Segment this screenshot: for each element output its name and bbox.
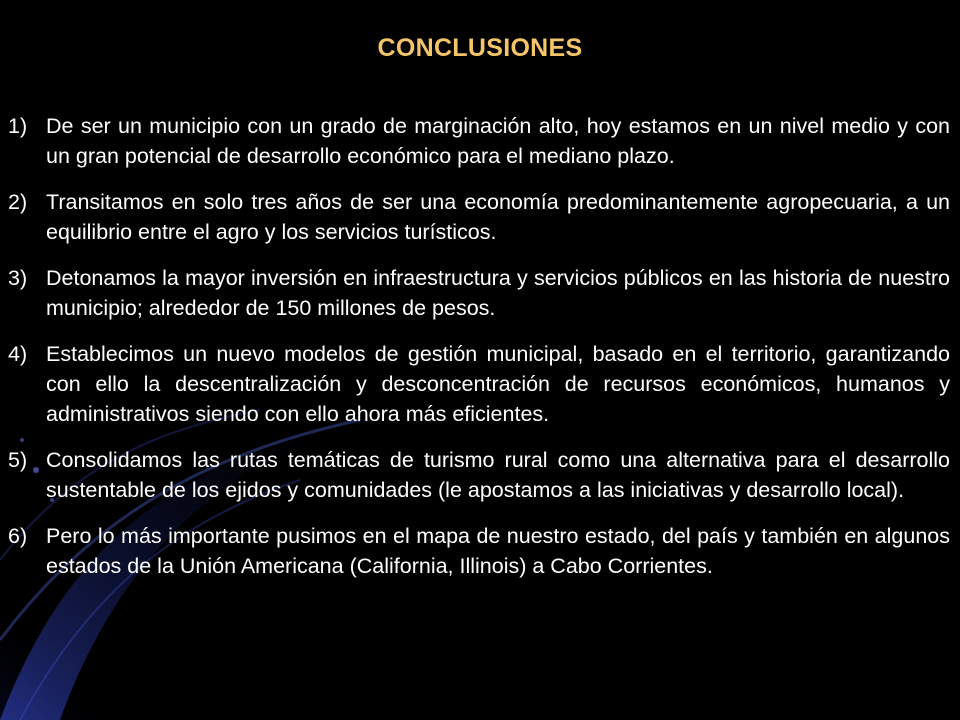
item-number: 4) [8,342,28,366]
item-number: 1) [8,114,28,138]
item-number: 2) [8,190,28,214]
item-text: Transitamos en solo tres años de ser una economía predominantemente agropecuaria, a un equilibrio entre el agro y los servicios turísticos. [46,190,950,244]
item-text: Establecimos un nuevo modelos de gestión municipal, basado en el territorio, garantizando con ello la descentralización y desconcentración de recursos económicos, humanos y administrativos siendo con ello ahora más eficientes. [46,342,950,426]
list-item [8,111,950,171]
item-number: 3) [8,266,28,290]
list-item [8,339,950,429]
slide-title: CONCLUSIONES [377,34,583,62]
list-item [8,187,950,247]
list-item [8,445,950,505]
item-text: Pero lo más importante pusimos en el mapa de nuestro estado, del país y también en algunos estados de la Unión Americana (California, Illinois) a Cabo Corrientes. [46,524,950,578]
item-number: 5) [8,448,28,472]
item-text: Detonamos la mayor inversión en infraestructura y servicios públicos en las historia de nuestro municipio; alrededor de 150 millones de pesos. [46,266,950,320]
item-text: Consolidamos las rutas temáticas de turismo rural como una alternativa para el desarrollo sustentable de los ejidos y comunidades (le apostamos a las iniciativas y desarrollo local). [46,448,950,502]
list-item [8,263,950,323]
item-number: 6) [8,524,28,548]
conclusions-list [8,111,950,597]
list-item [8,521,950,581]
item-text: De ser un municipio con un grado de marginación alto, hoy estamos en un nivel medio y con un gran potencial de desarrollo económico para el mediano plazo. [46,114,950,168]
